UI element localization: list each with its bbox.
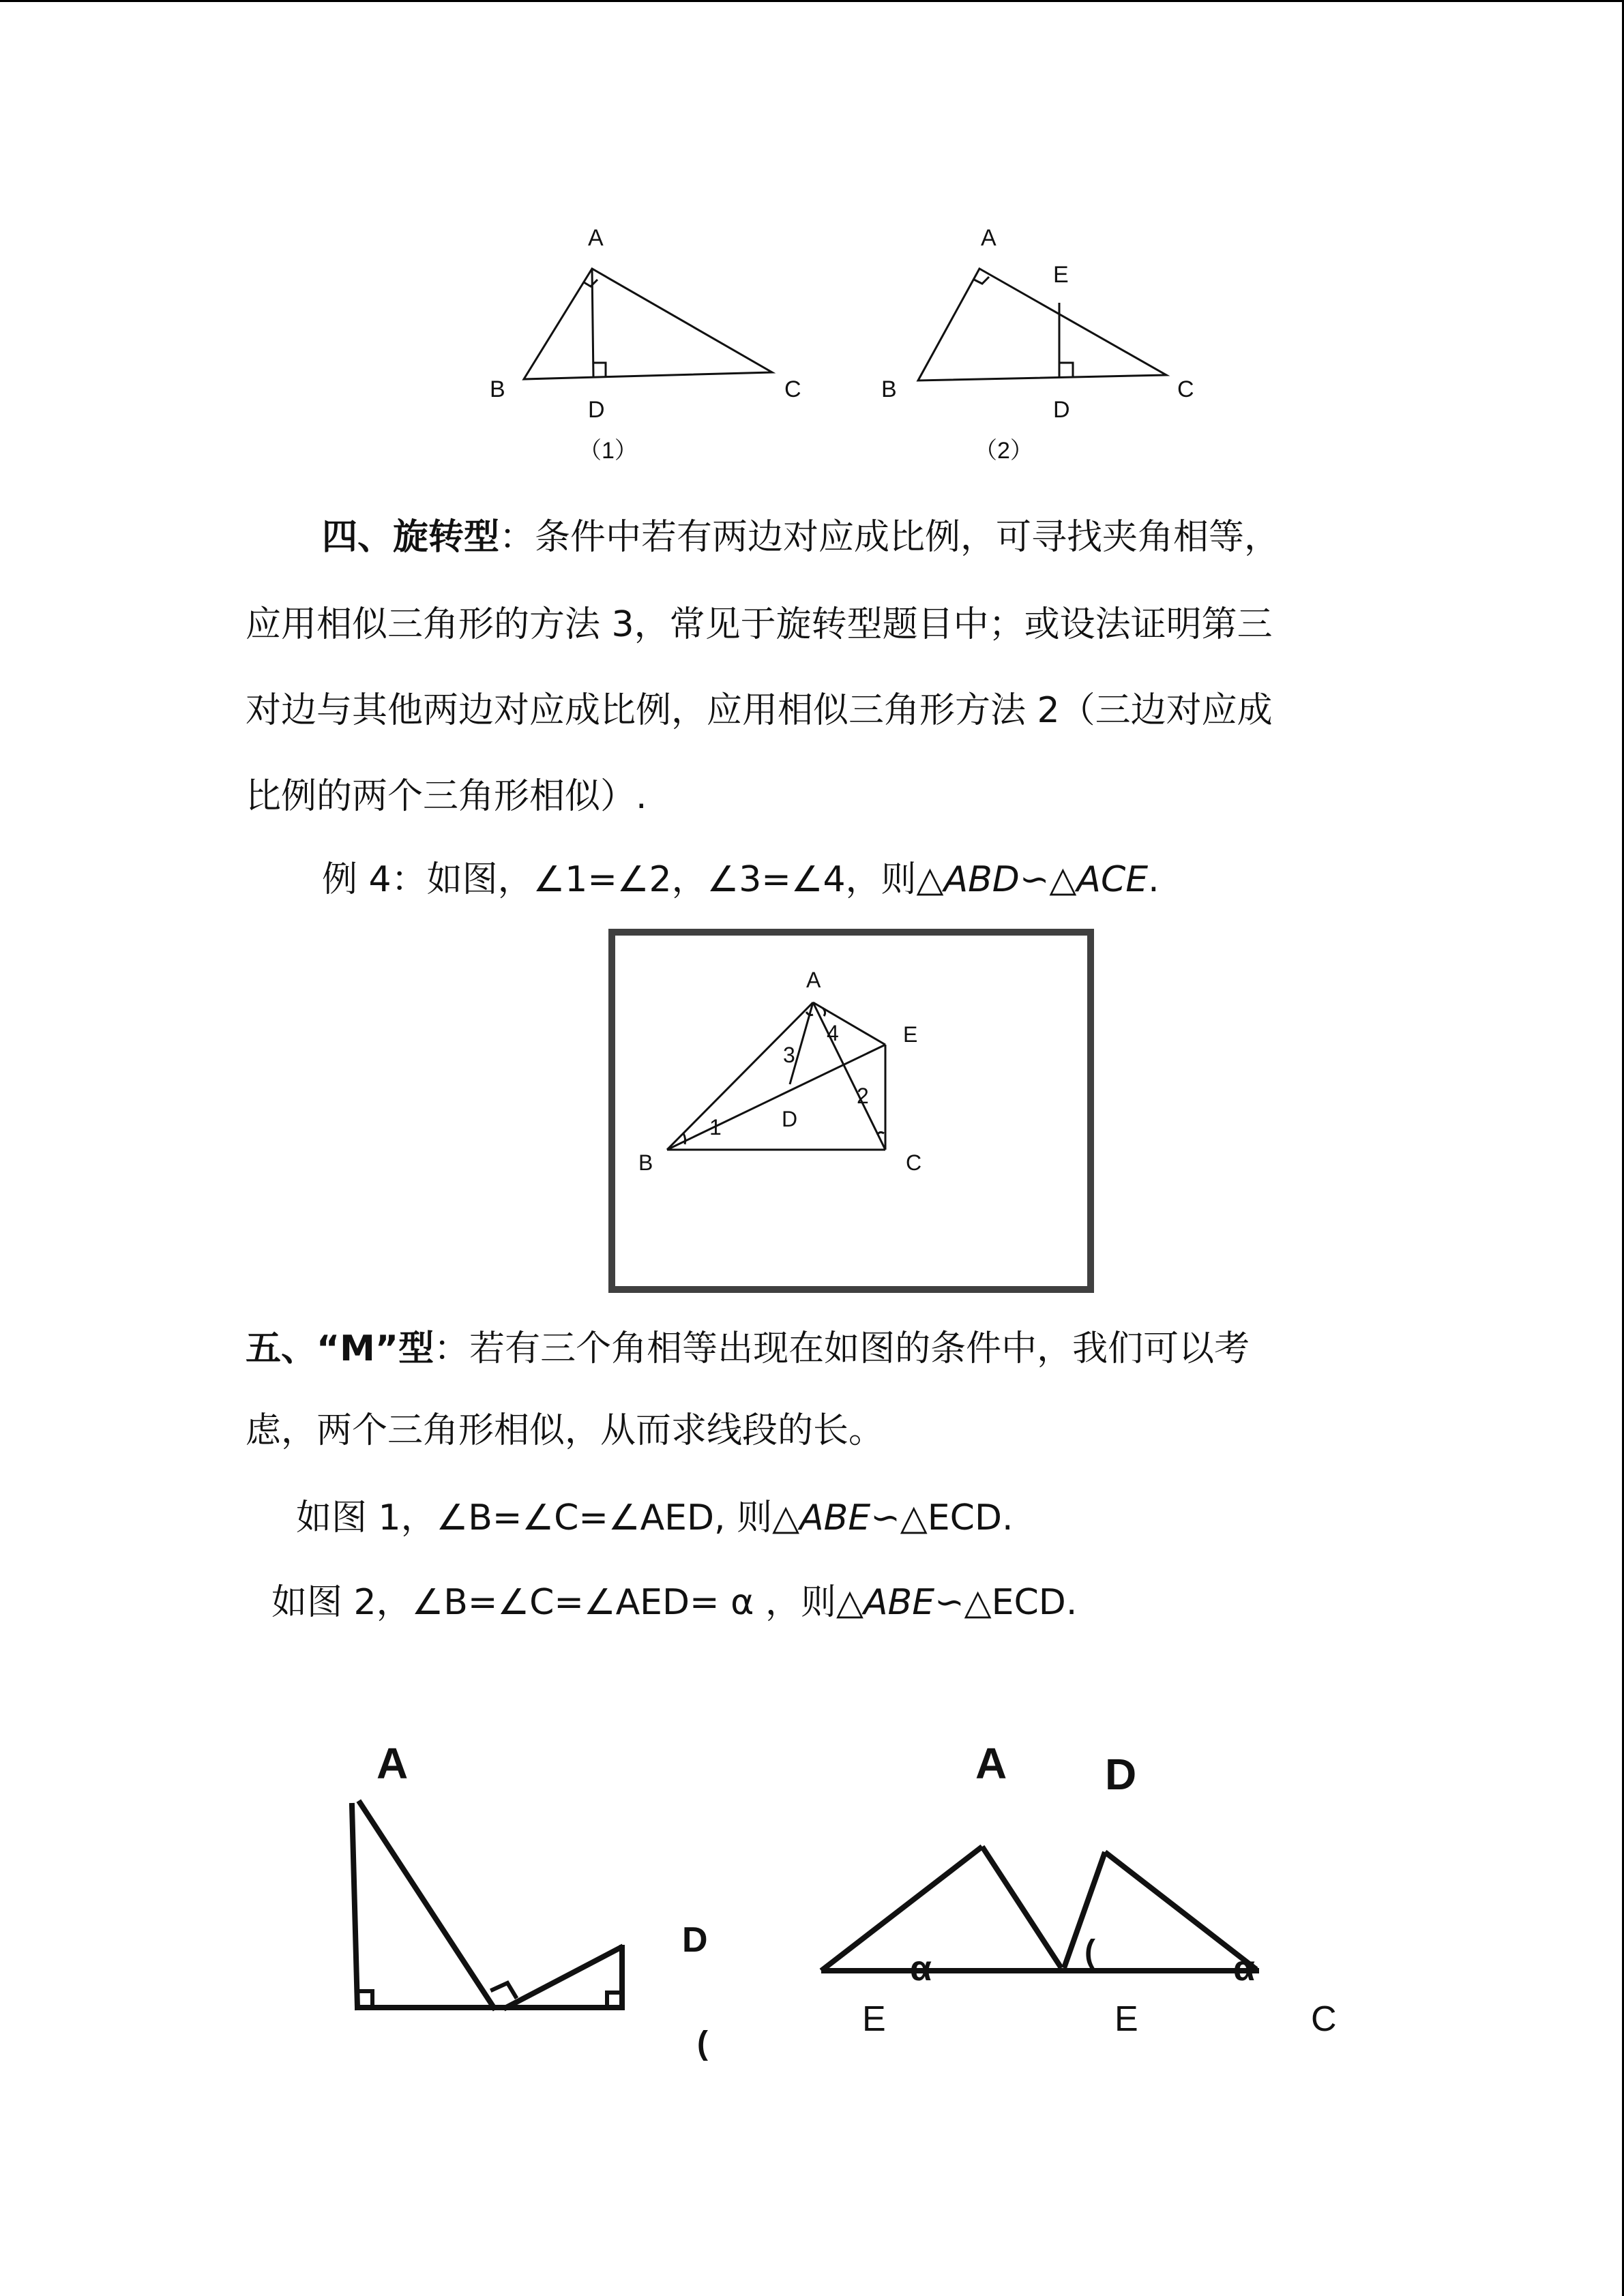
section4-line3: 对边与其他两边对应成比例，应用相似三角形方法 2（三边对应成 bbox=[246, 690, 1273, 731]
example4-end: . bbox=[1148, 859, 1160, 900]
section4-line1 bbox=[246, 494, 1364, 581]
figure-2 bbox=[918, 269, 1166, 381]
section5-fig2-prefix: 如图 2，∠B=∠C=∠AED= α ，则△ bbox=[271, 1582, 863, 1623]
segment-BE bbox=[667, 1045, 885, 1150]
example4-angle-1: 1 bbox=[709, 1115, 722, 1139]
m-right-alpha-B: α bbox=[910, 1949, 932, 1988]
example4-angle-2: 2 bbox=[857, 1084, 869, 1108]
m-left-segment-ED bbox=[506, 1948, 621, 2008]
section5-fig1-triangle: ABE bbox=[799, 1497, 871, 1538]
fig2-label-C: C bbox=[1177, 376, 1194, 402]
section4-heading: 四、旋转型 bbox=[322, 517, 500, 558]
example4-triangle-1: ABD bbox=[943, 859, 1020, 900]
fig2-caption: （2） bbox=[974, 438, 1033, 464]
m-left-segment-AE bbox=[360, 1803, 494, 2008]
m-left-segment-AB bbox=[352, 1806, 357, 2008]
m-figure-right bbox=[821, 1847, 1259, 1971]
fig2-label-B: B bbox=[881, 376, 897, 402]
section5-fig2-triangle: ABE bbox=[863, 1582, 935, 1623]
figure-right-triangles bbox=[464, 211, 1228, 471]
m-right-alpha-E: ( bbox=[1084, 1934, 1095, 1970]
section5-fig1-prefix: 如图 1，∠B=∠C=∠AED, 则△ bbox=[296, 1497, 800, 1538]
m-left-label-D: D bbox=[682, 1920, 708, 1960]
fig1-label-C: C bbox=[784, 376, 801, 402]
m-right-label-A: A bbox=[975, 1746, 1007, 1788]
example4-angle-3: 3 bbox=[783, 1043, 795, 1067]
angle-arc-4 bbox=[823, 1008, 825, 1016]
section4-line2: 应用相似三角形的方法 3，常见于旋转型题目中；或设法证明第三 bbox=[246, 604, 1273, 645]
m-figure-left bbox=[352, 1803, 622, 2008]
fig1-label-B: B bbox=[490, 376, 505, 402]
m-right-segment-AE bbox=[982, 1847, 1061, 1968]
section5-line2: 虑，两个三角形相似，从而求线段的长。 bbox=[246, 1410, 885, 1451]
m-right-label-C: C bbox=[1311, 1999, 1337, 2039]
m-right-alpha-C: α bbox=[1233, 1949, 1255, 1988]
section5-fig2-line bbox=[271, 1559, 1390, 1646]
m-left-right-angle-E bbox=[492, 1983, 516, 1997]
fig1-caption: （1） bbox=[578, 438, 638, 464]
fig2-label-E: E bbox=[1053, 262, 1069, 288]
section4-line4: 比例的两个三角形相似）. bbox=[246, 776, 647, 817]
m-right-label-E: E bbox=[1114, 1999, 1138, 2039]
fig1-label-D: D bbox=[588, 397, 605, 423]
example4-label-C: C bbox=[906, 1150, 922, 1175]
fig2-label-A: A bbox=[981, 225, 996, 251]
example4-angle-4: 4 bbox=[827, 1021, 839, 1045]
section5-line1-text: 若有三个角相等出现在如图的条件中，我们可以考 bbox=[469, 1328, 1250, 1369]
fig1-right-angle-A bbox=[584, 280, 597, 286]
section4-line1-text: 条件中若有两边对应成比例，可寻找夹角相等， bbox=[535, 517, 1280, 558]
page-top-border bbox=[0, 0, 1624, 2]
section4-colon: ： bbox=[499, 517, 535, 558]
section5-fig1-line bbox=[296, 1474, 1415, 1562]
fig1-triangle bbox=[524, 269, 772, 379]
example4-prefix: 例 4：如图，∠1=∠2，∠3=∠4，则△ bbox=[322, 859, 944, 900]
fig1-label-A: A bbox=[588, 225, 604, 251]
figure-m-type bbox=[314, 1746, 1378, 2087]
fig2-right-angle-A bbox=[974, 277, 989, 284]
m-left-label-C: ( bbox=[697, 2025, 708, 2061]
fig2-right-angle-D bbox=[1059, 363, 1073, 378]
example4-frame bbox=[612, 932, 1091, 1289]
m-right-label-D: D bbox=[1105, 1750, 1137, 1799]
fig1-right-angle-D bbox=[593, 363, 606, 378]
section5-heading: 五、“M”型 bbox=[246, 1328, 434, 1369]
section5-colon: ： bbox=[434, 1328, 470, 1369]
example4-line bbox=[322, 836, 1441, 923]
example4-label-E: E bbox=[903, 1022, 918, 1047]
example4-label-A: A bbox=[806, 968, 821, 992]
section5-fig2-rest: ∽△ECD. bbox=[934, 1582, 1078, 1623]
angle-arc-2 bbox=[877, 1132, 884, 1135]
m-right-segment-BA bbox=[821, 1847, 982, 1971]
example4-label-D: D bbox=[782, 1107, 798, 1131]
figure-example4 bbox=[608, 929, 1094, 1293]
m-right-label-B: E bbox=[862, 1999, 886, 2039]
example4-triangle-2: ACE bbox=[1076, 859, 1149, 900]
figure-1 bbox=[524, 269, 772, 379]
fig2-label-D: D bbox=[1053, 397, 1070, 423]
m-left-label-A: A bbox=[377, 1746, 409, 1788]
section5-line1 bbox=[246, 1305, 1364, 1392]
section5-fig1-rest: ∽△ECD. bbox=[870, 1497, 1014, 1538]
fig2-triangle bbox=[918, 269, 1166, 381]
example4-sim: ∽△ bbox=[1019, 859, 1077, 900]
example4-label-B: B bbox=[638, 1150, 653, 1175]
